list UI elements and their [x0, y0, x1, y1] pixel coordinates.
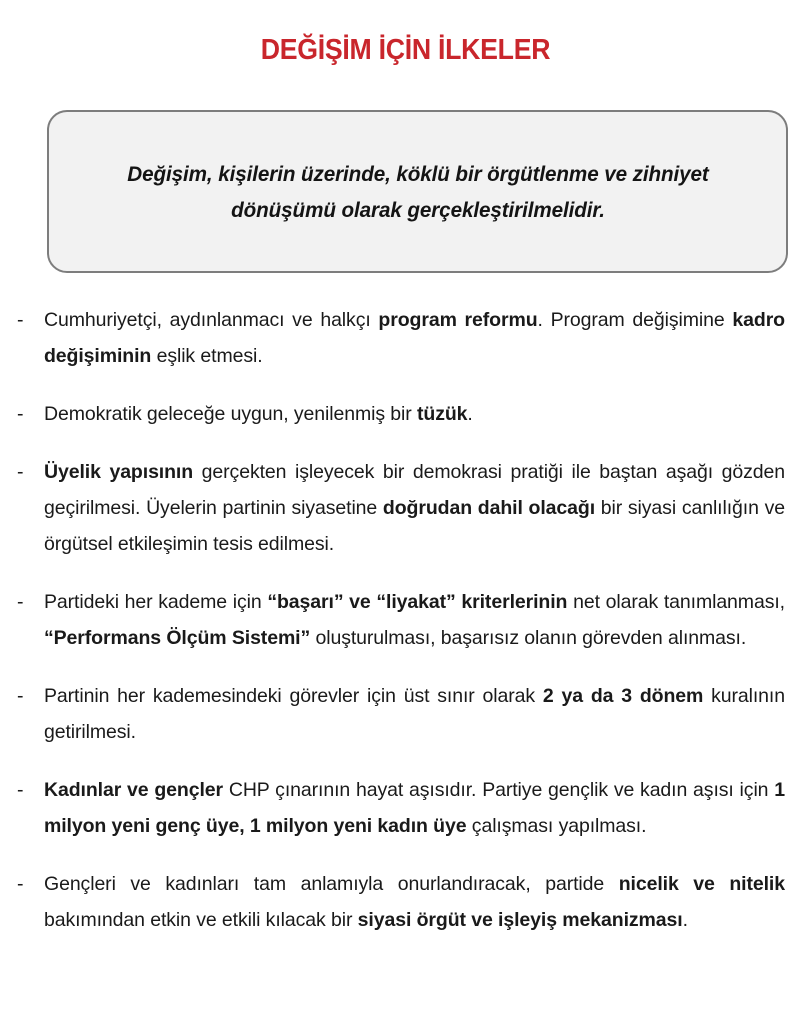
list-marker-icon: -: [17, 403, 24, 425]
emphasis-text: “Performans Ölçüm Sistemi”: [44, 627, 311, 649]
list-item: [0, 772, 811, 844]
body-text: Cumhuriyetçi, aydınlanmacı ve halkçı: [44, 309, 379, 331]
emphasis-text: tüzük: [417, 403, 468, 425]
list-item-text: [44, 866, 785, 938]
body-text: eşlik etmesi.: [151, 345, 263, 367]
emphasis-text: Kadınlar ve gençler: [44, 779, 224, 801]
body-text: bakımından etkin ve etkili kılacak bir: [44, 909, 358, 931]
emphasis-text: siyasi örgüt ve işleyiş mekanizması: [357, 909, 683, 931]
body-text: Gençleri ve kadınları tam anlamıyla onurlandıracak, partide: [44, 873, 619, 895]
list-marker-icon: -: [17, 779, 24, 801]
body-text: .: [467, 403, 473, 425]
list-item: [0, 396, 811, 432]
list-item-text: [44, 302, 785, 374]
emphasis-text: Üyelik yapısının: [44, 461, 194, 483]
body-text: . Program değişimine: [537, 309, 733, 331]
body-text: Demokratik geleceğe uygun, yenilenmiş bir: [44, 403, 417, 425]
emphasis-text: program reformu: [378, 309, 538, 331]
list-item: [0, 866, 811, 938]
list-item-text: [44, 678, 785, 750]
body-text: çalışması yapılması.: [466, 815, 647, 837]
list-item: [0, 302, 811, 374]
list-marker-icon: -: [17, 591, 24, 613]
emphasis-text: 1 milyon yeni genç üye, 1 milyon yeni kadın üye: [44, 779, 785, 837]
list-marker-icon: -: [17, 685, 24, 707]
highlight-callout-box: [47, 110, 788, 273]
body-text: gerçekten işleyecek bir demokrasi pratiği ile baştan aşağı gözden geçirilmesi. Üyelerin partinin siyasetine: [44, 461, 786, 519]
page-title: DEĞİŞİM İÇİN İLKELER: [260, 34, 551, 67]
body-text: bir siyasi canlılığın ve örgütsel etkileşimin tesis edilmesi.: [44, 497, 786, 555]
body-text: kuralının getirilmesi.: [44, 685, 785, 743]
body-text: Partinin her kademesindeki görevler için üst sınır olarak: [44, 685, 543, 707]
list-marker-icon: -: [17, 873, 24, 895]
emphasis-text: kadro değişiminin: [44, 309, 785, 367]
body-text: Partideki her kademe için: [44, 591, 268, 613]
body-text: CHP çınarının hayat aşısıdır. Partiye gençlik ve kadın aşısı için: [223, 779, 775, 801]
emphasis-text: “başarı” ve “liyakat” kriterlerinin: [267, 591, 568, 613]
list-item: [0, 584, 811, 656]
list-item: [0, 454, 811, 562]
principles-list: [0, 302, 811, 938]
body-text: oluşturulması, başarısız olanın görevden alınması.: [310, 627, 747, 649]
list-item-text: [44, 454, 785, 562]
emphasis-text: 2 ya da 3 dönem: [542, 685, 704, 707]
body-text: .: [682, 909, 688, 931]
list-marker-icon: -: [17, 461, 24, 483]
list-item-text: [44, 772, 785, 844]
emphasis-text: doğrudan dahil olacağı: [382, 497, 596, 519]
list-item-text: [44, 584, 785, 656]
list-item-text: [44, 396, 785, 432]
body-text: net olarak tanımlanması,: [567, 591, 785, 613]
list-marker-icon: -: [17, 309, 24, 331]
callout-text: Değişim, kişilerin üzerinde, köklü bir örgütlenme ve zihniyet dönüşümü olarak gerçekleştirilmelidir.: [126, 161, 709, 222]
emphasis-text: nicelik ve nitelik: [618, 873, 785, 895]
list-item: [0, 678, 811, 750]
